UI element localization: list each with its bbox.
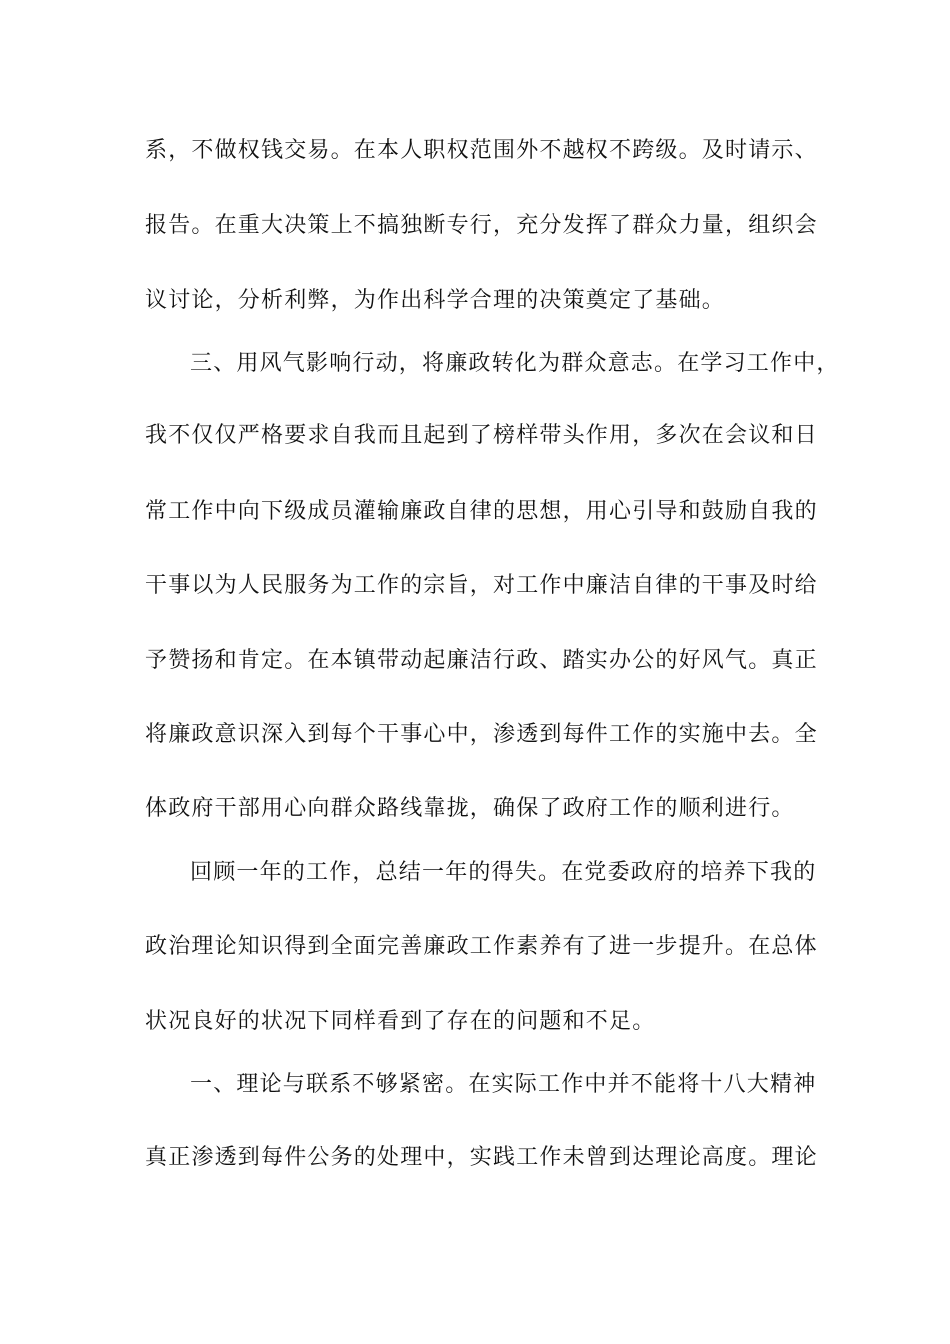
text-line: 真正渗透到每件公务的处理中，实践工作未曾到达理论高度。理论 bbox=[145, 1145, 818, 1170]
text-line: 系，不做权钱交易。在本人职权范围外不越权不跨级。及时请示、 bbox=[145, 138, 818, 163]
text-line: 状况良好的状况下同样看到了存在的问题和不足。 bbox=[145, 1009, 656, 1034]
paragraph-start-line: 一、理论与联系不够紧密。在实际工作中并不能将十八大精神 bbox=[190, 1072, 817, 1097]
text-line: 政治理论知识得到全面完善廉政工作素养有了进一步提升。在总体 bbox=[145, 934, 818, 959]
text-line: 报告。在重大决策上不搞独断专行，充分发挥了群众力量，组织会 bbox=[145, 213, 818, 238]
text-line: 体政府干部用心向群众路线靠拢，确保了政府工作的顺利进行。 bbox=[145, 796, 795, 821]
text-line: 议讨论，分析利弊，为作出科学合理的决策奠定了基础。 bbox=[145, 288, 726, 313]
text-line: 将廉政意识深入到每个干事心中，渗透到每件工作的实施中去。全 bbox=[145, 722, 818, 747]
text-line: 予赞扬和肯定。在本镇带动起廉洁行政、踏实办公的好风气。真正 bbox=[145, 648, 818, 673]
paragraph-start-line: 回顾一年的工作，总结一年的得失。在党委政府的培养下我的 bbox=[190, 860, 817, 885]
text-line: 常工作中向下级成员灌输廉政自律的思想，用心引导和鼓励自我的 bbox=[145, 499, 818, 524]
text-line: 我不仅仅严格要求自我而且起到了榜样带头作用，多次在会议和日 bbox=[145, 423, 818, 448]
paragraph-start-line: 三、用风气影响行动，将廉政转化为群众意志。在学习工作中， bbox=[190, 351, 840, 376]
text-line: 干事以为人民服务为工作的宗旨，对工作中廉洁自律的干事及时给 bbox=[145, 573, 818, 598]
